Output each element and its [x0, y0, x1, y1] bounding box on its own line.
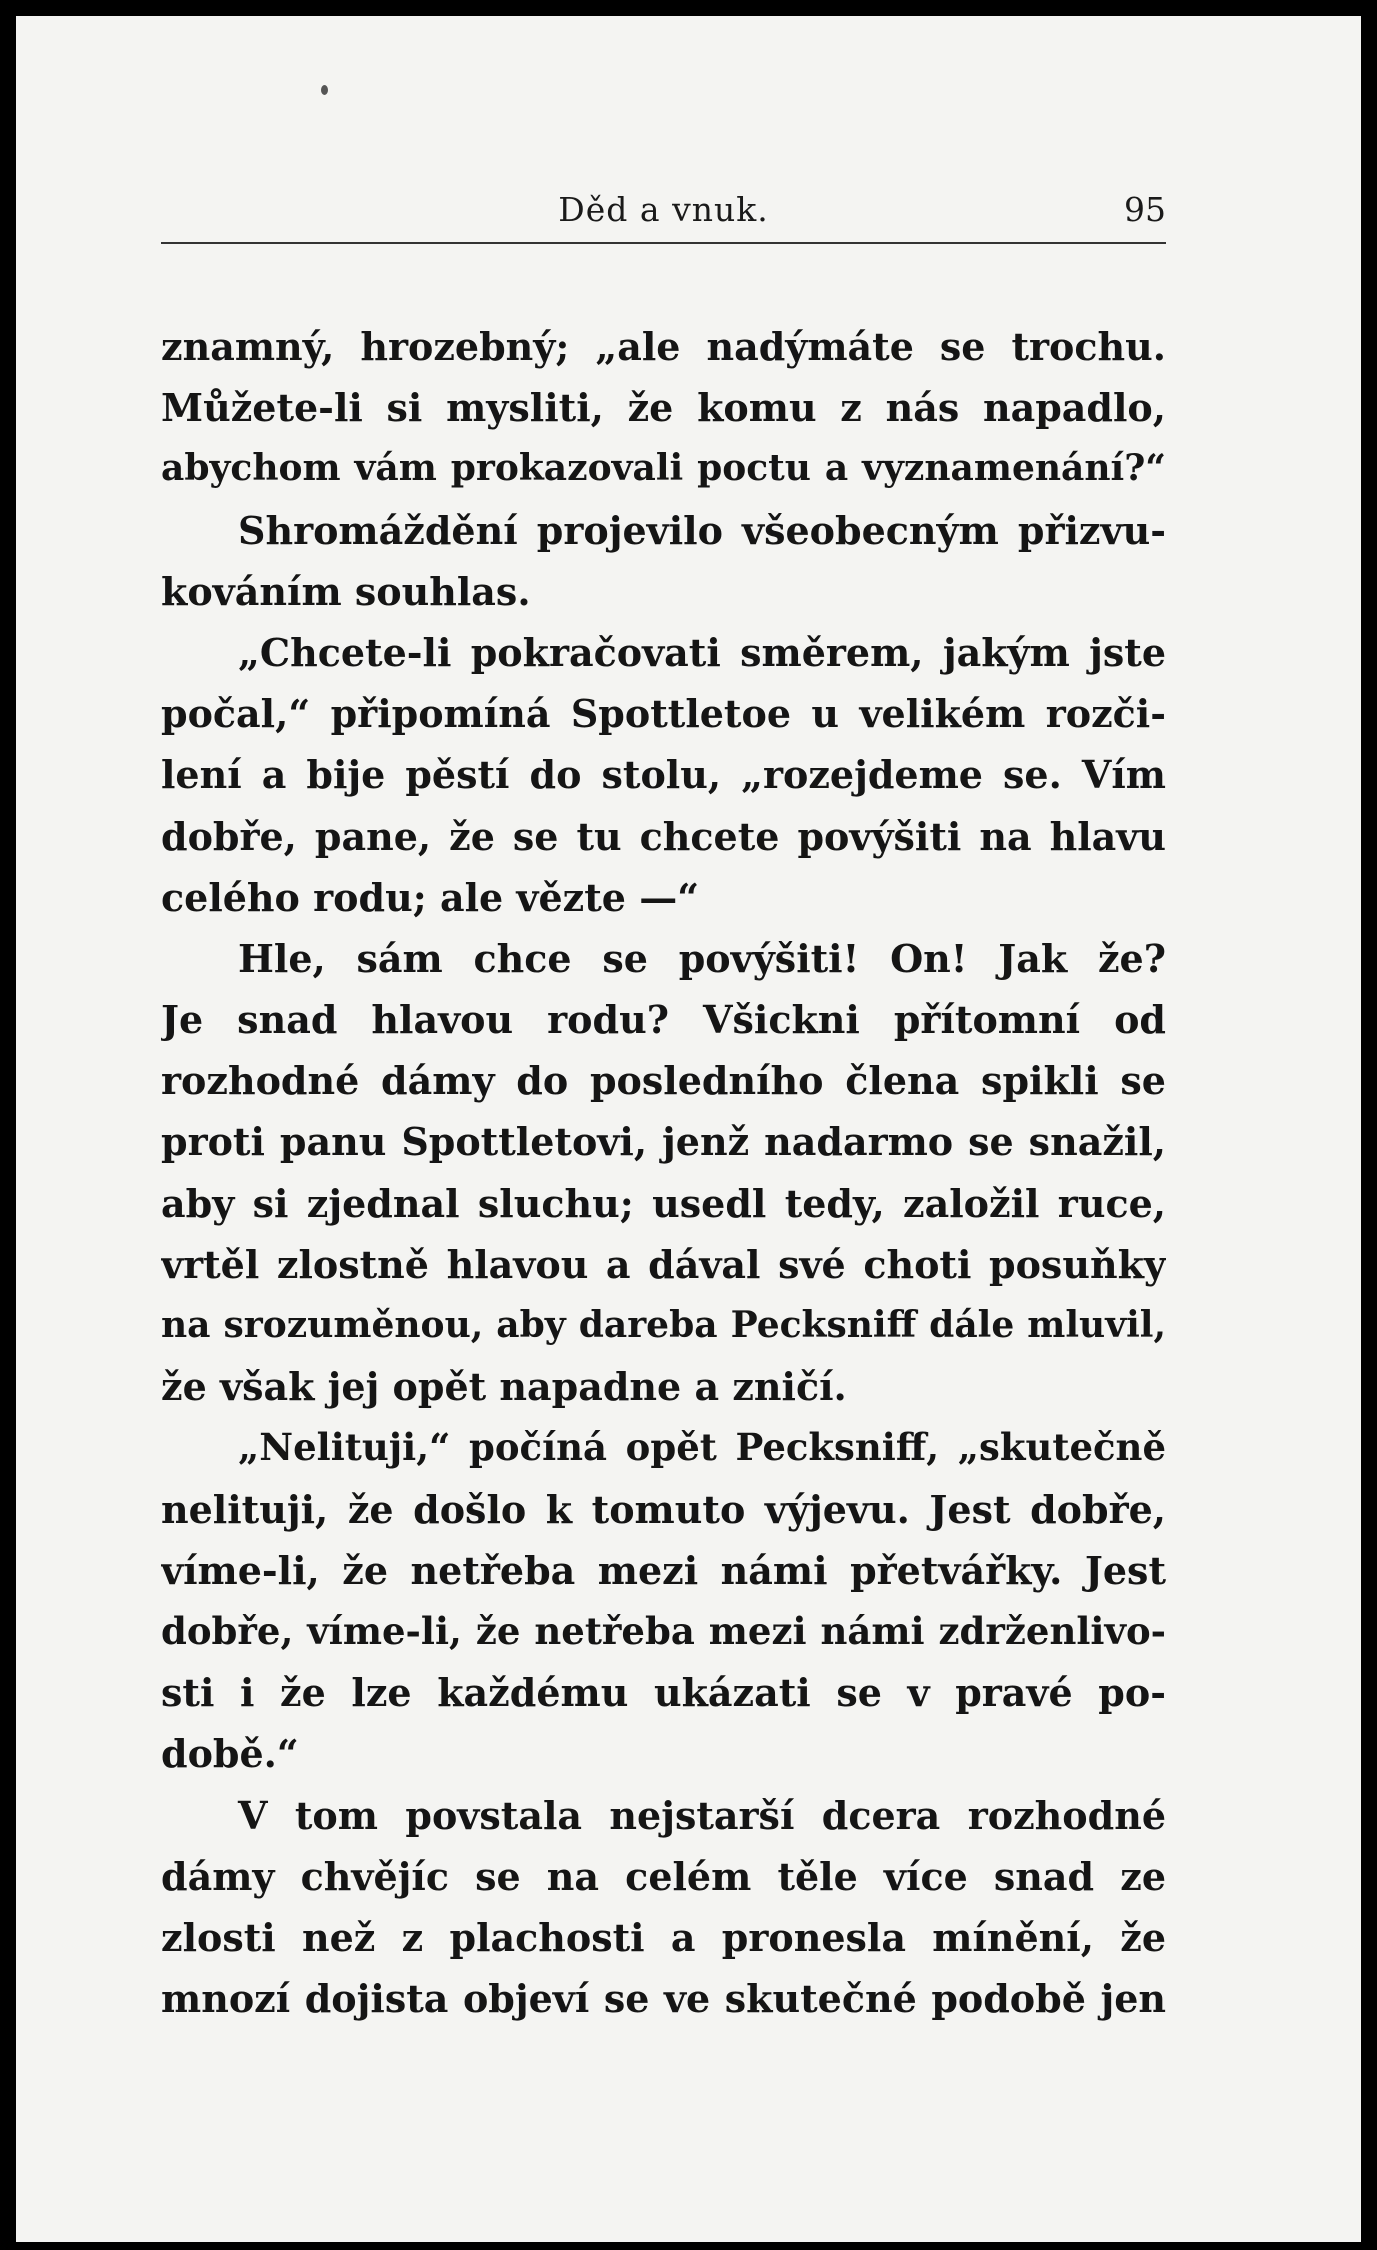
header-rule [161, 242, 1166, 244]
text-line: víme-li, že netřeba mezi námi přetvářky. Jest [161, 1547, 1166, 1593]
text-line: nelituji, že došlo k tomuto výjevu. Jest dobře, [161, 1486, 1166, 1532]
page-number: 95 [1124, 190, 1166, 229]
text-line: době.“ [161, 1731, 299, 1777]
text-line: lení a bije pěstí do stolu, „rozejdeme se. Vím [161, 752, 1166, 798]
page-header [161, 184, 1166, 234]
text-line: zlosti než z plachosti a pronesla mínění, že [161, 1914, 1166, 1960]
text-line: Hle, sám chce se povýšiti! On! Jak že? [238, 935, 1166, 981]
text-line: aby si zjednal sluchu; usedl tedy, založil ruce, [161, 1180, 1166, 1226]
text-line: počal,“ připomíná Spottletoe u velikém rozči- [161, 691, 1166, 737]
text-line: že však jej opět napadne a zničí. [161, 1364, 847, 1410]
text-line: mnozí dojista objeví se ve skutečné podobě jen [161, 1976, 1166, 2022]
running-title: Děd a vnuk. [558, 190, 769, 229]
text-line: Je snad hlavou rodu? Všickni přítomní od [161, 997, 1166, 1043]
text-line: vrtěl zlostně hlavou a dával své choti posuňky [161, 1241, 1166, 1287]
print-speck [321, 85, 328, 95]
text-line: V tom povstala nejstarší dcera rozhodné [238, 1792, 1166, 1838]
text-line: kováním souhlas. [161, 568, 531, 614]
text-line: dobře, víme-li, že netřeba mezi námi zdrženlivo- [161, 1608, 1166, 1653]
text-line: „Chcete-li pokračovati směrem, jakým jste [238, 629, 1166, 675]
text-line: celého rodu; ale vězte —“ [161, 874, 700, 920]
text-line: na srozuměnou, aby dareba Pecksniff dále mluvil, [161, 1304, 1166, 1346]
text-line: Shromáždění projevilo všeobecným přizvu- [238, 507, 1166, 553]
text-line: rozhodné dámy do posledního člena spikli se [161, 1058, 1166, 1104]
text-line: sti i že lze každému ukázati se v pravé po- [161, 1670, 1166, 1716]
text-line: „Nelituji,“ počíná opět Pecksniff, „skutečně [238, 1425, 1166, 1470]
book-page [16, 16, 1361, 2242]
text-line: Můžete-li si mysliti, že komu z nás napadlo, [161, 385, 1166, 431]
body-text [161, 316, 1166, 2029]
text-line: dámy chvějíc se na celém těle více snad ze [161, 1853, 1166, 1899]
text-line: proti panu Spottletovi, jenž nadarmo se snažil, [161, 1119, 1166, 1165]
text-line: abychom vám prokazovali poctu a vyznamenání?“ [161, 447, 1166, 490]
text-line: znamný, hrozebný; „ale nadýmáte se trochu. [161, 324, 1166, 369]
text-line: dobře, pane, že se tu chcete povýšiti na hlavu [161, 813, 1166, 859]
